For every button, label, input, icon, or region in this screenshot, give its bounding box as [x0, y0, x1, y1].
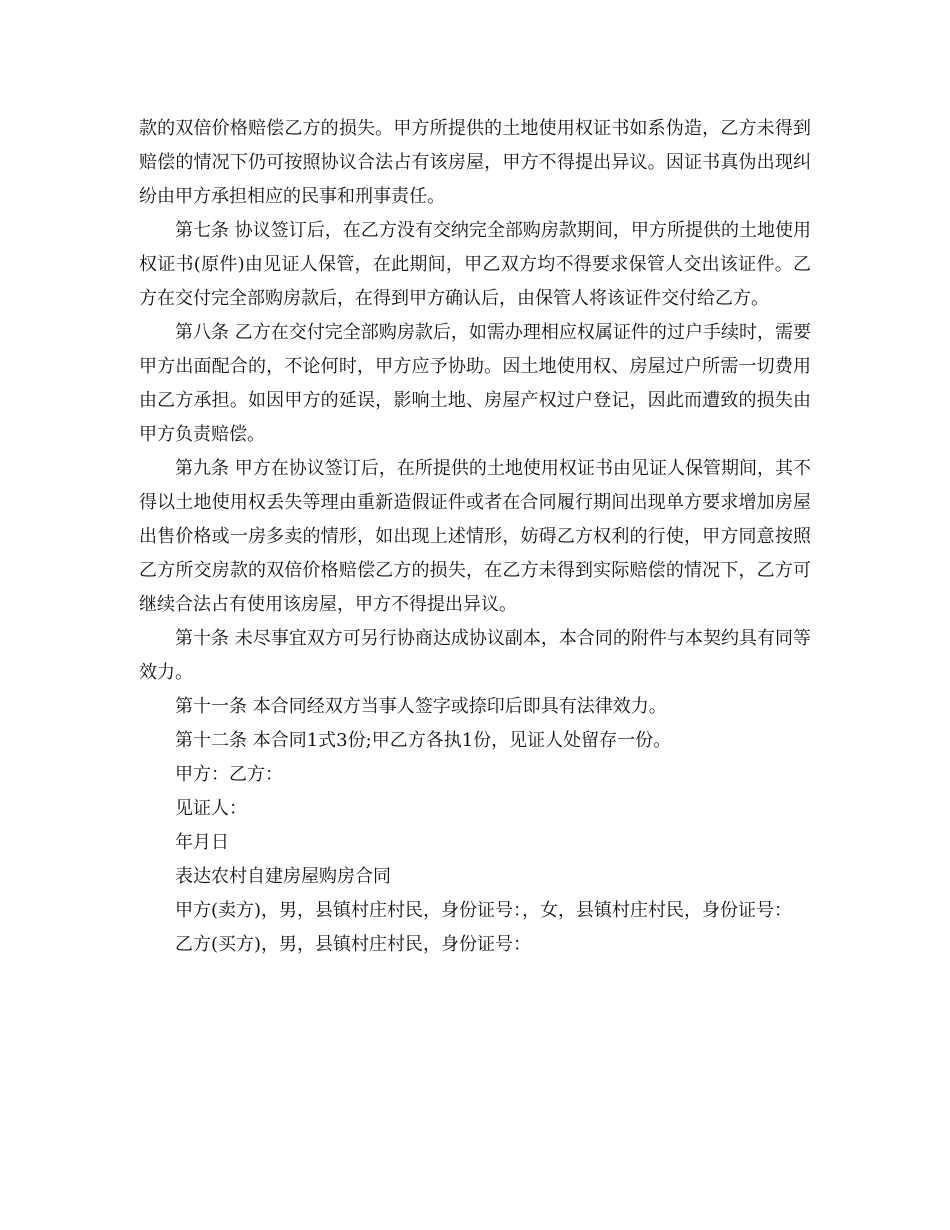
signature-date-line: 年月日 [175, 832, 229, 853]
signature-parties-line: 甲方：乙方： [175, 764, 283, 785]
contract-title: 表达农村自建房屋购房合同 [175, 866, 391, 887]
paragraph-article-7: 第七条 协议签订后，在乙方没有交纳完全部购房款期间，甲方所提供的土地使用权证书(原件)由见证人保管，在此期间，甲乙双方均不得要求保管人交出该证件。乙方在交付完全部购房款后，在得到甲方确认后，由保管人将该证件交付给乙方。 [139, 220, 811, 309]
party-a-info: 甲方(卖方)，男，县镇村庄村民，身份证号：，女，县镇村庄村民，身份证号： [175, 900, 793, 921]
party-b-info: 乙方(买方)，男，县镇村庄村民，身份证号： [175, 934, 532, 955]
paragraph-article-11: 第十一条 本合同经双方当事人签字或捺印后即具有法律效力。 [175, 696, 667, 717]
document-body [139, 112, 811, 962]
paragraph-article-10: 第十条 未尽事宜双方可另行协商达成协议副本，本合同的附件与本契约具有同等效力。 [139, 628, 811, 683]
paragraph-article-12: 第十二条 本合同1式3份;甲乙方各执1份，见证人处留存一份。 [175, 730, 672, 751]
paragraph-article-9: 第九条 甲方在协议签订后，在所提供的土地使用权证书由见证人保管期间，其不得以土地使用权丢失等理由重新造假证件或者在合同履行期间出现单方要求增加房屋出售价格或一房多卖的情形，如出现上述情形，妨碍乙方权利的行使，甲方同意按照乙方所交房款的双倍价格赔偿乙方的损失，在乙方未得到实际赔偿的情况下，乙方可继续合法占有使用该房屋，甲方不得提出异议。 [139, 458, 811, 615]
signature-witness-line: 见证人： [175, 798, 247, 819]
paragraph-continuation: 款的双倍价格赔偿乙方的损失。甲方所提供的土地使用权证书如系伪造，乙方未得到赔偿的情况下仍可按照协议合法占有该房屋，甲方不得提出异议。因证书真伪出现纠纷由甲方承担相应的民事和刑事责任。 [139, 118, 811, 207]
paragraph-article-8: 第八条 乙方在交付完全部购房款后，如需办理相应权属证件的过户手续时，需要甲方出面配合的，不论何时，甲方应予协助。因土地使用权、房屋过户所需一切费用由乙方承担。如因甲方的延误，影响土地、房屋产权过户登记，因此而遭致的损失由甲方负责赔偿。 [139, 322, 811, 445]
